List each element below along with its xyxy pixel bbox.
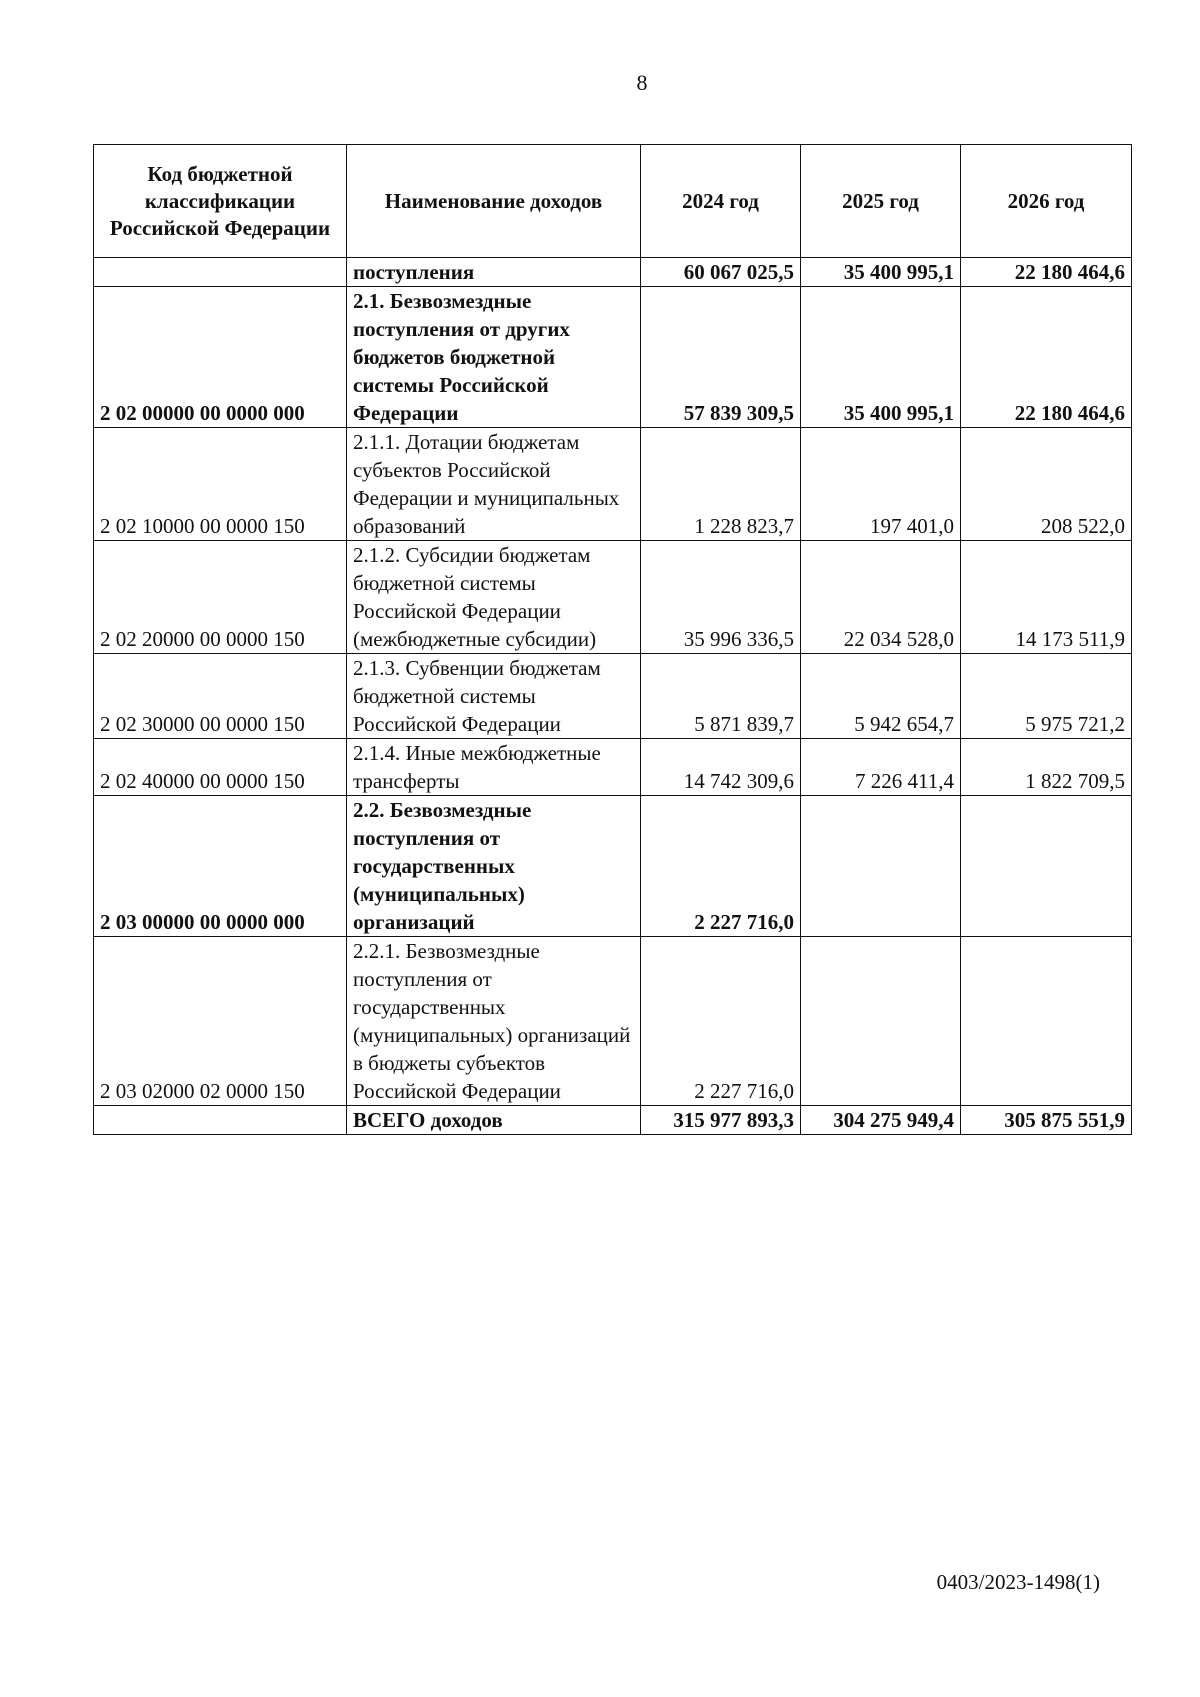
row-name: 2.1.4. Иные межбюджетные трансферты [347, 739, 641, 796]
header-2024: 2024 год [641, 145, 801, 258]
table-row-total [94, 1106, 1132, 1135]
row-code: 2 02 10000 00 0000 150 [94, 428, 347, 541]
row-value-2025 [801, 937, 961, 1106]
row-code: 2 02 00000 00 0000 000 [94, 287, 347, 428]
row-value-2024: 2 227 716,0 [641, 937, 801, 1106]
header-2025: 2025 год [801, 145, 961, 258]
row-value-2025: 35 400 995,1 [801, 287, 961, 428]
row-code: 2 02 40000 00 0000 150 [94, 739, 347, 796]
row-value-2026: 1 822 709,5 [961, 739, 1132, 796]
row-value-2026: 208 522,0 [961, 428, 1132, 541]
row-code: 2 03 02000 02 0000 150 [94, 937, 347, 1106]
row-value-2026: 22 180 464,6 [961, 258, 1132, 287]
row-value-2024: 14 742 309,6 [641, 739, 801, 796]
row-value-2026: 22 180 464,6 [961, 287, 1132, 428]
row-value-2025: 197 401,0 [801, 428, 961, 541]
row-name: поступления [347, 258, 641, 287]
row-value-2026: 305 875 551,9 [961, 1106, 1132, 1135]
table-row [94, 654, 1132, 739]
row-value-2024: 5 871 839,7 [641, 654, 801, 739]
document-code: 0403/2023-1498(1) [936, 1570, 1100, 1594]
row-name: 2.1.1. Дотации бюджетам субъектов Российской Федерации и муниципальных образований [347, 428, 641, 541]
table-header-row [94, 145, 1132, 258]
table-row [94, 428, 1132, 541]
row-value-2025: 7 226 411,4 [801, 739, 961, 796]
row-value-2026 [961, 796, 1132, 937]
row-code [94, 258, 347, 287]
table-row [94, 739, 1132, 796]
row-name: 2.1.3. Субвенции бюджетам бюджетной системы Российской Федерации [347, 654, 641, 739]
row-name: 2.2. Безвозмездные поступления от государственных (муниципальных) организаций [347, 796, 641, 937]
table-row [94, 541, 1132, 654]
row-value-2024: 1 228 823,7 [641, 428, 801, 541]
row-name: ВСЕГО доходов [347, 1106, 641, 1135]
row-value-2024: 2 227 716,0 [641, 796, 801, 937]
header-name: Наименование доходов [347, 145, 641, 258]
header-code: Код бюджетной классификации Российской Федерации [94, 145, 347, 258]
row-value-2024: 60 067 025,5 [641, 258, 801, 287]
row-value-2025 [801, 796, 961, 937]
row-code [94, 1106, 347, 1135]
row-name: 2.1. Безвозмездные поступления от других бюджетов бюджетной системы Российской Федерации [347, 287, 641, 428]
row-value-2025: 35 400 995,1 [801, 258, 961, 287]
table-row [94, 287, 1132, 428]
row-name: 2.2.1. Безвозмездные поступления от государственных (муниципальных) организаций в бюджеты субъектов Российской Федерации [347, 937, 641, 1106]
row-value-2024: 35 996 336,5 [641, 541, 801, 654]
row-value-2025: 22 034 528,0 [801, 541, 961, 654]
revenue-table [93, 144, 1132, 1135]
row-value-2026: 5 975 721,2 [961, 654, 1132, 739]
table-row [94, 937, 1132, 1106]
row-value-2024: 315 977 893,3 [641, 1106, 801, 1135]
table-row [94, 796, 1132, 937]
row-value-2026 [961, 937, 1132, 1106]
row-value-2024: 57 839 309,5 [641, 287, 801, 428]
row-code: 2 02 20000 00 0000 150 [94, 541, 347, 654]
table-row [94, 258, 1132, 287]
row-code: 2 02 30000 00 0000 150 [94, 654, 347, 739]
row-name: 2.1.2. Субсидии бюджетам бюджетной системы Российской Федерации (межбюджетные субсидии) [347, 541, 641, 654]
page-number: 8 [636, 70, 648, 95]
row-value-2026: 14 173 511,9 [961, 541, 1132, 654]
row-code: 2 03 00000 00 0000 000 [94, 796, 347, 937]
header-2026: 2026 год [961, 145, 1132, 258]
row-value-2025: 5 942 654,7 [801, 654, 961, 739]
row-value-2025: 304 275 949,4 [801, 1106, 961, 1135]
